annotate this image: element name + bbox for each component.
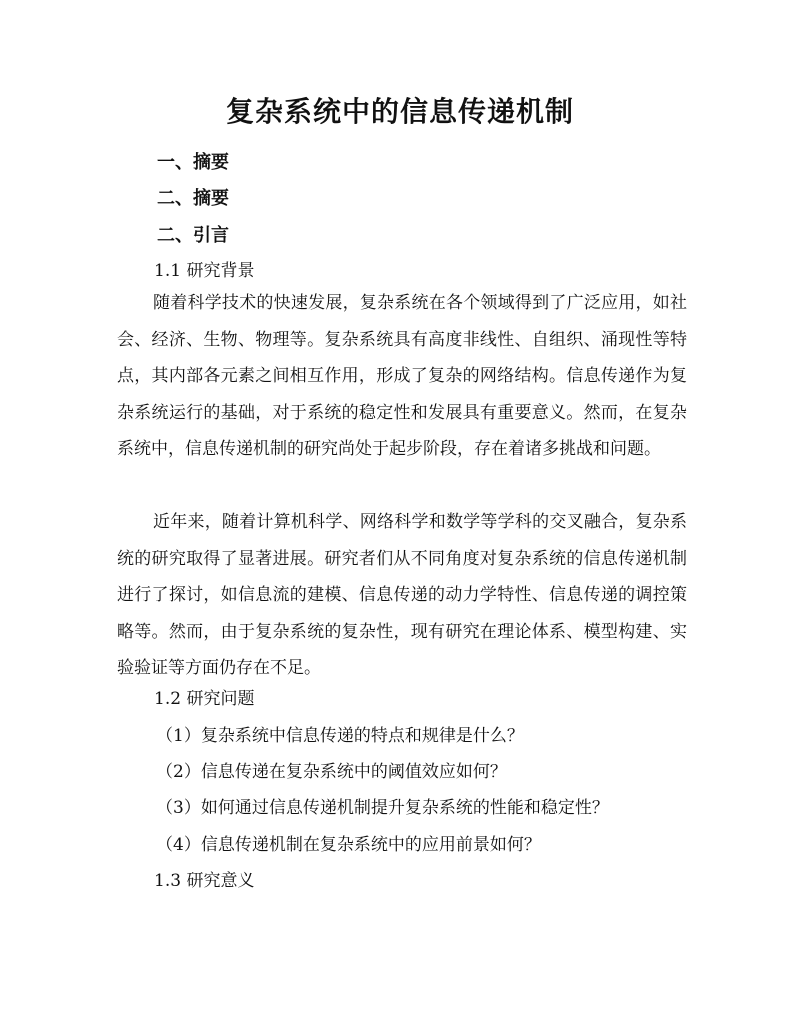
- heading-introduction: 二、引言: [157, 225, 229, 246]
- heading-abstract-2: 二、摘要: [157, 188, 229, 209]
- section-research-background: 1.1 研究背景: [154, 261, 255, 281]
- document-title: 复杂系统中的信息传递机制: [225, 95, 574, 128]
- section-research-questions: 1.2 研究问题: [154, 689, 255, 709]
- section-research-significance: 1.3 研究意义: [154, 871, 255, 891]
- research-question-3: （3）如何通过信息传递机制提升复杂系统的性能和稳定性？: [156, 798, 609, 818]
- research-question-2: （2）信息传递在复杂系统中的阈值效应如何？: [156, 762, 507, 782]
- paragraph-background-2: 近年来，随着计算机科学、网络科学和数学等学科的交叉融合，复杂系统的研究取得了显著进展。研究者们从不同角度对复杂系统的信息传递机制进行了探讨，如信息流的建模、信息传递的动力学特性、信息传递的调控策略等。然而，由于复杂系统的复杂性，现有研究在理论体系、模型构建、实验验证等方面仍存在不足。: [117, 512, 687, 679]
- heading-abstract: 一、摘要: [157, 152, 229, 173]
- research-question-1: （1）复杂系统中信息传递的特点和规律是什么？: [156, 726, 524, 746]
- research-question-4: （4）信息传递机制在复杂系统中的应用前景如何？: [156, 835, 541, 855]
- paragraph-background-1: 随着科学技术的快速发展，复杂系统在各个领域得到了广泛应用，如社会、经济、生物、物理等。复杂系统具有高度非线性、自组织、涌现性等特点，其内部各元素之间相互作用，形成了复杂的网络结构。信息传递作为复杂系统运行的基础，对于系统的稳定性和发展具有重要意义。然而，在复杂系统中，信息传递机制的研究尚处于起步阶段，存在着诸多挑战和问题。: [117, 293, 687, 460]
